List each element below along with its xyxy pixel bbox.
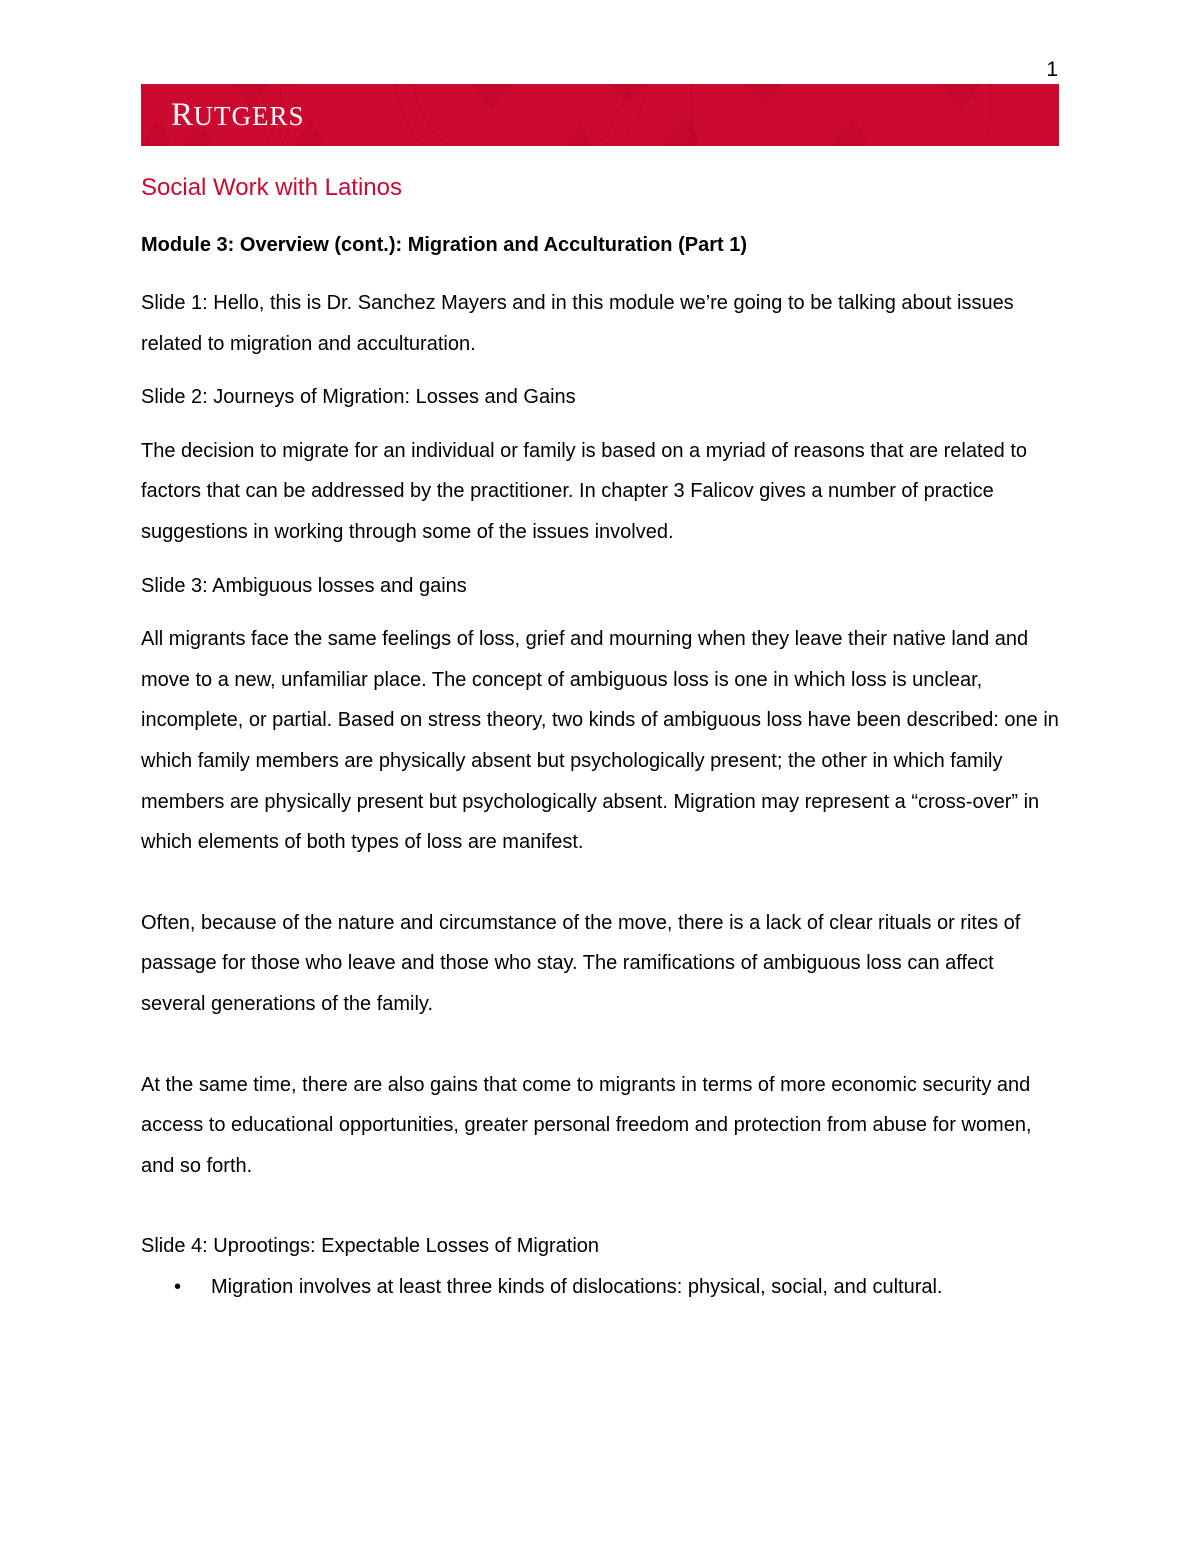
slide-3-paragraph-2: Often, because of the nature and circumstance of the move, there is a lack of clear rituals or rites of passage for those who leave and those who stay. The ramifications of ambiguous loss can affect several generations of the family. — [141, 911, 1021, 1015]
document-body — [141, 283, 1061, 1307]
slide-4-bullet-list — [141, 1267, 1061, 1308]
rutgers-logo: RUTGERS — [171, 97, 305, 133]
slide-3-paragraph-3: At the same time, there are also gains that come to migrants in terms of more economic security and access to educational opportunities, greater personal freedom and protection from abuse for women, and so forth. — [141, 1073, 1032, 1177]
bullet-text: Migration involves at least three kinds of dislocations: physical, social, and cultural. — [211, 1275, 943, 1298]
slide-3-heading: Slide 3: Ambiguous losses and gains — [141, 574, 467, 597]
document-title: Social Work with Latinos — [141, 174, 402, 201]
slide-3-paragraph-1: All migrants face the same feelings of loss, grief and mourning when they leave their native land and move to a new, unfamiliar place. The concept of ambiguous loss is one in which loss is unclear, incomplete, or partial. Based on stress theory, two kinds of ambiguous loss have been described: one in which family members are physically absent but psychologically present; the other in which family members are physically present but psychologically absent. Migration may represent a “cross-over” in which elements of both types of loss are manifest. — [141, 628, 1059, 854]
rutgers-header-banner — [141, 84, 1059, 146]
slide-2-heading: Slide 2: Journeys of Migration: Losses and Gains — [141, 386, 576, 409]
page-number: 1 — [1046, 58, 1058, 81]
list-item — [141, 1267, 1061, 1308]
slide-2-text: The decision to migrate for an individual or family is based on a myriad of reasons that are related to factors that can be addressed by the practitioner. In chapter 3 Falicov gives a number of practice suggestions in working through some of the issues involved. — [141, 439, 1028, 543]
module-heading: Module 3: Overview (cont.): Migration and Acculturation (Part 1) — [141, 234, 747, 256]
bullet-icon: • — [174, 1275, 182, 1298]
slide-4-heading: Slide 4: Uprootings: Expectable Losses of Migration — [141, 1235, 600, 1258]
slide-1-text: Slide 1: Hello, this is Dr. Sanchez Mayers and in this module we’re going to be talking about issues related to migration and acculturation. — [141, 292, 1014, 355]
